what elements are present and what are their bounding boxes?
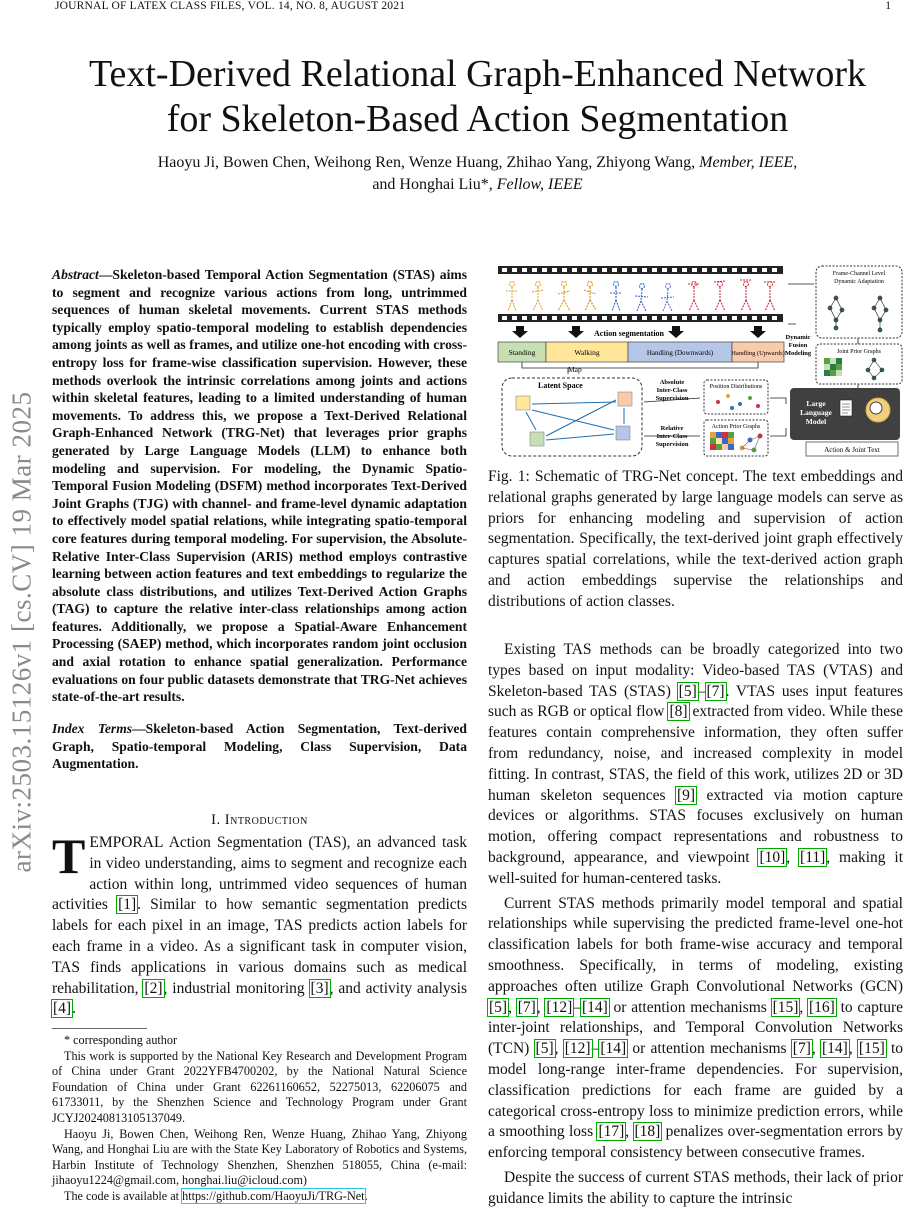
caption-label: Fig. 1: [488,468,530,485]
intro-text: . Similar to how semantic segmentation predicts labels for each pixel in an image, TAS predicts action labels for each frame in a video. As a significant task in computer vision, TAS finds applications in various domains such as medical rehabilitation, [52,896,467,997]
citation-link[interactable]: [5] [535,1040,554,1058]
intro-text: , industrial monitoring [163,979,310,997]
body-text: Current STAS methods primarily model temporal and spatial relationships while supervising the predicted frame-level one-hot classification labels for both frame-wise accuracy and temporal smoothness. Specifically, in terms of modeling, existing approaches often utilize Graph Convolutional Networks (GCN) [488,894,903,995]
citation-link[interactable]: [8] [669,703,688,721]
footnote-code [52,1189,467,1205]
class-label-down: Handling (Downwards) [646,349,714,357]
body-text: , [811,1040,821,1058]
llm-label: Large Language Model [800,399,832,426]
paragraph-3: Despite the success of current STAS methods, their lack of prior guidance limits the ability to capture the intrinsic [488,1168,903,1207]
citation-link[interactable]: [7] [706,682,725,700]
intro-text: . [72,1000,76,1018]
abs-sup-label: Absolute Inter-Class Supervision [655,379,689,402]
body-text: , [508,998,517,1016]
author-list: Haoyu Ji, Bowen Chen, Weihong Ren, Wenze Huang, Zhihao Yang, Zhiyong Wang, Member, IEEE, and Honghai Liu*, Fellow, IEEE [157,154,798,193]
footnote-code-text: . [364,1188,368,1203]
citation-link[interactable]: [5] [678,682,697,700]
action-joint-text-label: Action & Joint Text [824,446,880,454]
film-strip-bottom [498,314,783,322]
intro-capword: EMPORAL [89,834,164,851]
latent-node-stand [530,432,544,446]
body-text: Existing TAS methods can be broadly categorized into two types based on input modality: Video-based TAS (VTAS) and Skeleton-based TAS (STAS) [488,641,903,700]
frame-channel-graphs [828,296,888,332]
action-prior-label: Action Prior Graphs [711,424,761,430]
citation-link[interactable]: [11] [800,848,826,866]
citation-link[interactable]: [15] [772,998,799,1016]
page-number: 1 [885,0,891,12]
paper-title [40,52,905,142]
body-text: , [786,848,800,866]
footnote-rule [52,1028,147,1029]
joint-prior-graph [866,358,884,380]
code-link[interactable]: https://github.com/HaoyuJi/TRG-Net [182,1188,365,1203]
action-seg-label: Action segmentation [594,329,664,338]
position-dist-label: Position Distributions [709,384,763,390]
latent-node-up [618,392,632,406]
citation-link[interactable]: [4] [53,1000,72,1018]
skeleton-frames [506,280,776,311]
intro-text: , and activity analysis [329,979,467,997]
footnote-corresponding: * corresponding author [64,1033,178,1047]
intro-text: Action Segmentation (TAS), an advanced task in video understanding, aims to segment and recognize each action within long, untrimmed video sequences of human activities [52,834,467,914]
index-terms-text: Skeleton-based Action Segmentation, Text-derived Graph, Spatio-temporal Modeling, Class Supervision, Data Augmentation. [52,721,467,772]
citation-link[interactable]: [15] [858,1040,885,1058]
body-text: , [848,1040,858,1058]
intro-paragraph [52,828,467,1020]
body-text: penalizes over-segmentation errors by enforcing temporal consistency between consecutive frames. [488,1123,904,1162]
class-label-up: Handling (Upwards) [731,350,785,357]
citation-link[interactable]: [9] [676,786,696,804]
class-label-standing: Standing [508,348,536,357]
member-title: Member, IEEE [699,154,794,171]
map-bracket [522,362,758,374]
citation-link[interactable]: [14] [581,998,608,1016]
joint-prior-label: Joint Prior Graphs [837,349,881,355]
footnotes [52,1033,467,1205]
authors-line-2: and Honghai Liu*, [372,176,493,193]
map-label: Map [568,365,582,374]
section-title: Introduction [224,812,308,828]
body-text: , [625,1123,634,1141]
figure-1 [496,264,904,460]
body-text: – [573,998,581,1016]
title-line-2: for Skeleton-Based Action Segmentation [166,98,789,140]
body-text: to capture inter-joint relationships, and Temporal Convolution Networks (TCN) [488,998,903,1058]
abstract-label: Abstract [52,267,99,282]
joint-prior-matrix [824,358,842,376]
fellow-title: Fellow, IEEE [496,176,583,193]
citation-link[interactable]: [14] [600,1040,627,1058]
caption-text: Schematic of TRG-Net concept. The text embeddings and relational graphs generated by large language models can serve as priors for enhancing modeling and supervision of action segmentation. Specifically, the text-derived joint graph effectively captures spatial correlations, while the text-derived action graph and action embeddings supervise the relationships and distributions of action classes. [488,468,903,610]
action-prior-matrix [710,432,763,453]
body-text: , [554,1040,564,1058]
citation-link[interactable]: [18] [634,1123,661,1141]
position-dots [716,394,760,410]
body-text: – [591,1040,600,1058]
footnote-code-text: The code is available at [64,1188,183,1203]
class-label-walking: Walking [574,348,600,357]
index-terms-label: Index Terms [52,721,133,736]
citation-link[interactable]: [3] [310,979,329,997]
paragraph-1 [488,640,903,890]
citation-link[interactable]: [7] [792,1040,811,1058]
citation-link[interactable]: [2] [144,979,163,997]
latent-node-down [616,426,630,440]
footnote-funding: This work is supported by the National Key Research and Development Program of China under Grant 2022YFB4700202, by the National Natural Science Foundation of China under Grant 62261160652, 52275013, 62206075 and 61733011, by the Shenzhen Science and Technology Program under Grant JCYJ20240813105137049. [52,1048,467,1125]
citation-link[interactable]: [7] [517,998,536,1016]
section-number: I. [211,812,221,828]
body-text: extracted from video. While these features contain comprehensive information, they often suffer from redundancy, noise, and increased complexity in model fitting. In contrast, STAS, the field of this work, utilizes 2D or 3D human skeleton sequences [488,703,903,804]
film-strip-top [498,266,783,274]
body-text: – [697,682,706,700]
body-text: or attention mechanisms [627,1040,792,1058]
frame-channel-label: Frame-Channel Level Dynamic Adaptation [832,271,886,285]
body-text: or attention mechanisms [608,998,772,1016]
abstract-text: Skeleton-based Temporal Action Segmentation (STAS) aims to segment and recognize various actions from long, untrimmed sequences of human skeletal movements. Current STAS methods typically employ spatio-temporal modeling to establish dependencies among joints as well as frames, and utilize one-hot encoding with cross-entropy loss for frame-wise classification supervision. However, these methods overlook the intrinsic correlations among joints and actions within skeletal features, leading to a limited understanding of human movements. To address this, we propose a Text-Derived Relational Graph-Enhanced Network (TRG-Net) that leverages prior graphs generated by Large Language Models (LLM) to enhance both modeling and supervision. For modeling, the Dynamic Spatio-Temporal Fusion Modeling (DSFM) method incorporates Text-Derived Joint Graphs (TJG) with channel- and frame-level dynamic adaptation to effectively model spatial relations, while integrating spatio-temporal core features during temporal modeling. For supervision, the Absolute-Relative Inter-Class Supervision (ARIS) method employs contrastive learning between action features and text embeddings to regularize the absolute class distributions, and utilizes Text-Derived Action Graphs (TAG) to capture the relative inter-class relationships among action features. Additionally, we propose a Spatial-Aware Enhancement Processing (SAEP) method, which incorporates random joint occlusion and axial rotation to enhance spatial generalization. Performance evaluations on four public datasets demonstrate that TRG-Net achieves state-of-the-art results. [52,267,467,705]
abstract: Abstract—Skeleton-based Temporal Action Segmentation (STAS) aims to segment and recognize various actions from long, untrimmed sequences of human skeletal movements. Current STAS methods typically employ spatio-temporal modeling to establish dependencies among joints as well as frames, and utilize one-hot encoding with cross-entropy loss for frame-wise classification supervision. However, these methods overlook the intrinsic correlations among joints and actions within skeletal features, leading to a limited understanding of human movements. To address this, we propose a Text-Derived Relational Graph-Enhanced Network (TRG-Net) that leverages prior graphs generated by Large Language Models (LLM) to enhance both modeling and supervision. For modeling, the Dynamic Spatio-Temporal Fusion Modeling (DSFM) method incorporates Text-Derived Joint Graphs (TJG) with channel- and frame-level dynamic adaptation to effectively model spatial relations, while integrating spatio-temporal core features during temporal modeling. For supervision, the Absolute-Relative Inter-Class Supervision (ARIS) method employs contrastive learning between action features and text embeddings to regularize the absolute class distributions, and utilizes Text-Derived Action Graphs (TAG) to capture the relative inter-class relationships among action features. Additionally, we propose a Spatial-Aware Enhancement Processing (SAEP) method, which incorporates random joint occlusion and axial rotation to enhance spatial generalization. Performance evaluations on four public datasets demonstrate that TRG-Net achieves state-of-the-art results. [52,267,467,705]
authors-line-1: Haoyu Ji, Bowen Chen, Weihong Ren, Wenze Huang, Zhihao Yang, Zhiyong Wang, [157,154,696,171]
rel-sup-label: Relative Inter-Class Supervision [655,425,689,448]
body-text: extracted via motion capture devices or algorithms. STAS focuses exclusively on human motion, offering compact representations and robustness to background, appearance, and viewpoint [488,786,903,866]
latent-node-walk [516,396,530,410]
citation-link[interactable]: [17] [598,1123,625,1141]
latent-space-label: Latent Space [538,381,583,390]
body-text: , [536,998,546,1016]
arxiv-identifier: arXiv:2503.15126v1 [cs.CV] 19 Mar 2025 [6,391,37,873]
citation-link[interactable]: [16] [809,998,835,1016]
citation-link[interactable]: [12] [546,998,573,1016]
footnote-affiliation: Haoyu Ji, Bowen Chen, Weihong Ren, Wenze Huang, Zhihao Yang, Zhiyong Wang, and Honghai Liu are with the State Key Laboratory of Robotics and Systems, Harbin Institute of Technology Shenzhen, Shenzhen 518055, China (e-mail: jihaoyu1224@gmail.com, honghai.liu@icloud.com) [52,1126,467,1188]
title-line-1: Text-Derived Relational Graph-Enhanced Network [88,53,867,95]
running-header: JOURNAL OF LATEX CLASS FILES, VOL. 14, NO. 8, AUGUST 2021 [55,0,406,12]
figure-caption [488,467,903,613]
citation-link[interactable]: [14] [821,1040,848,1058]
paragraph-2 [488,894,903,1164]
index-terms: Index Terms—Skeleton-based Action Segmentation, Text-derived Graph, Spatio-temporal Modeling, Class Supervision, Data Augmentation. [52,721,467,772]
citation-link[interactable]: [5] [489,998,508,1016]
dyn-fusion-label: Dynamic Fusion Modeling [784,334,812,357]
drop-cap: T [52,828,86,884]
citation-link[interactable]: [10] [759,848,786,866]
citation-link[interactable]: [1] [118,896,137,914]
citation-link[interactable]: [12] [564,1040,591,1058]
document-icon [840,400,852,416]
body-text: , making it well-suited for human-centered tasks. [488,848,904,887]
body-text: , [799,998,809,1016]
body-text: to model long-range inter-frame dependencies. For supervision, classification predictions for each frame are guided by a categorical cross-entropy loss to minimize prediction errors, while a smoothing loss [488,1040,904,1141]
right-column-body [488,640,903,1214]
section-heading [52,812,467,829]
body-text: . VTAS uses input features such as RGB or optical flow [488,682,903,721]
